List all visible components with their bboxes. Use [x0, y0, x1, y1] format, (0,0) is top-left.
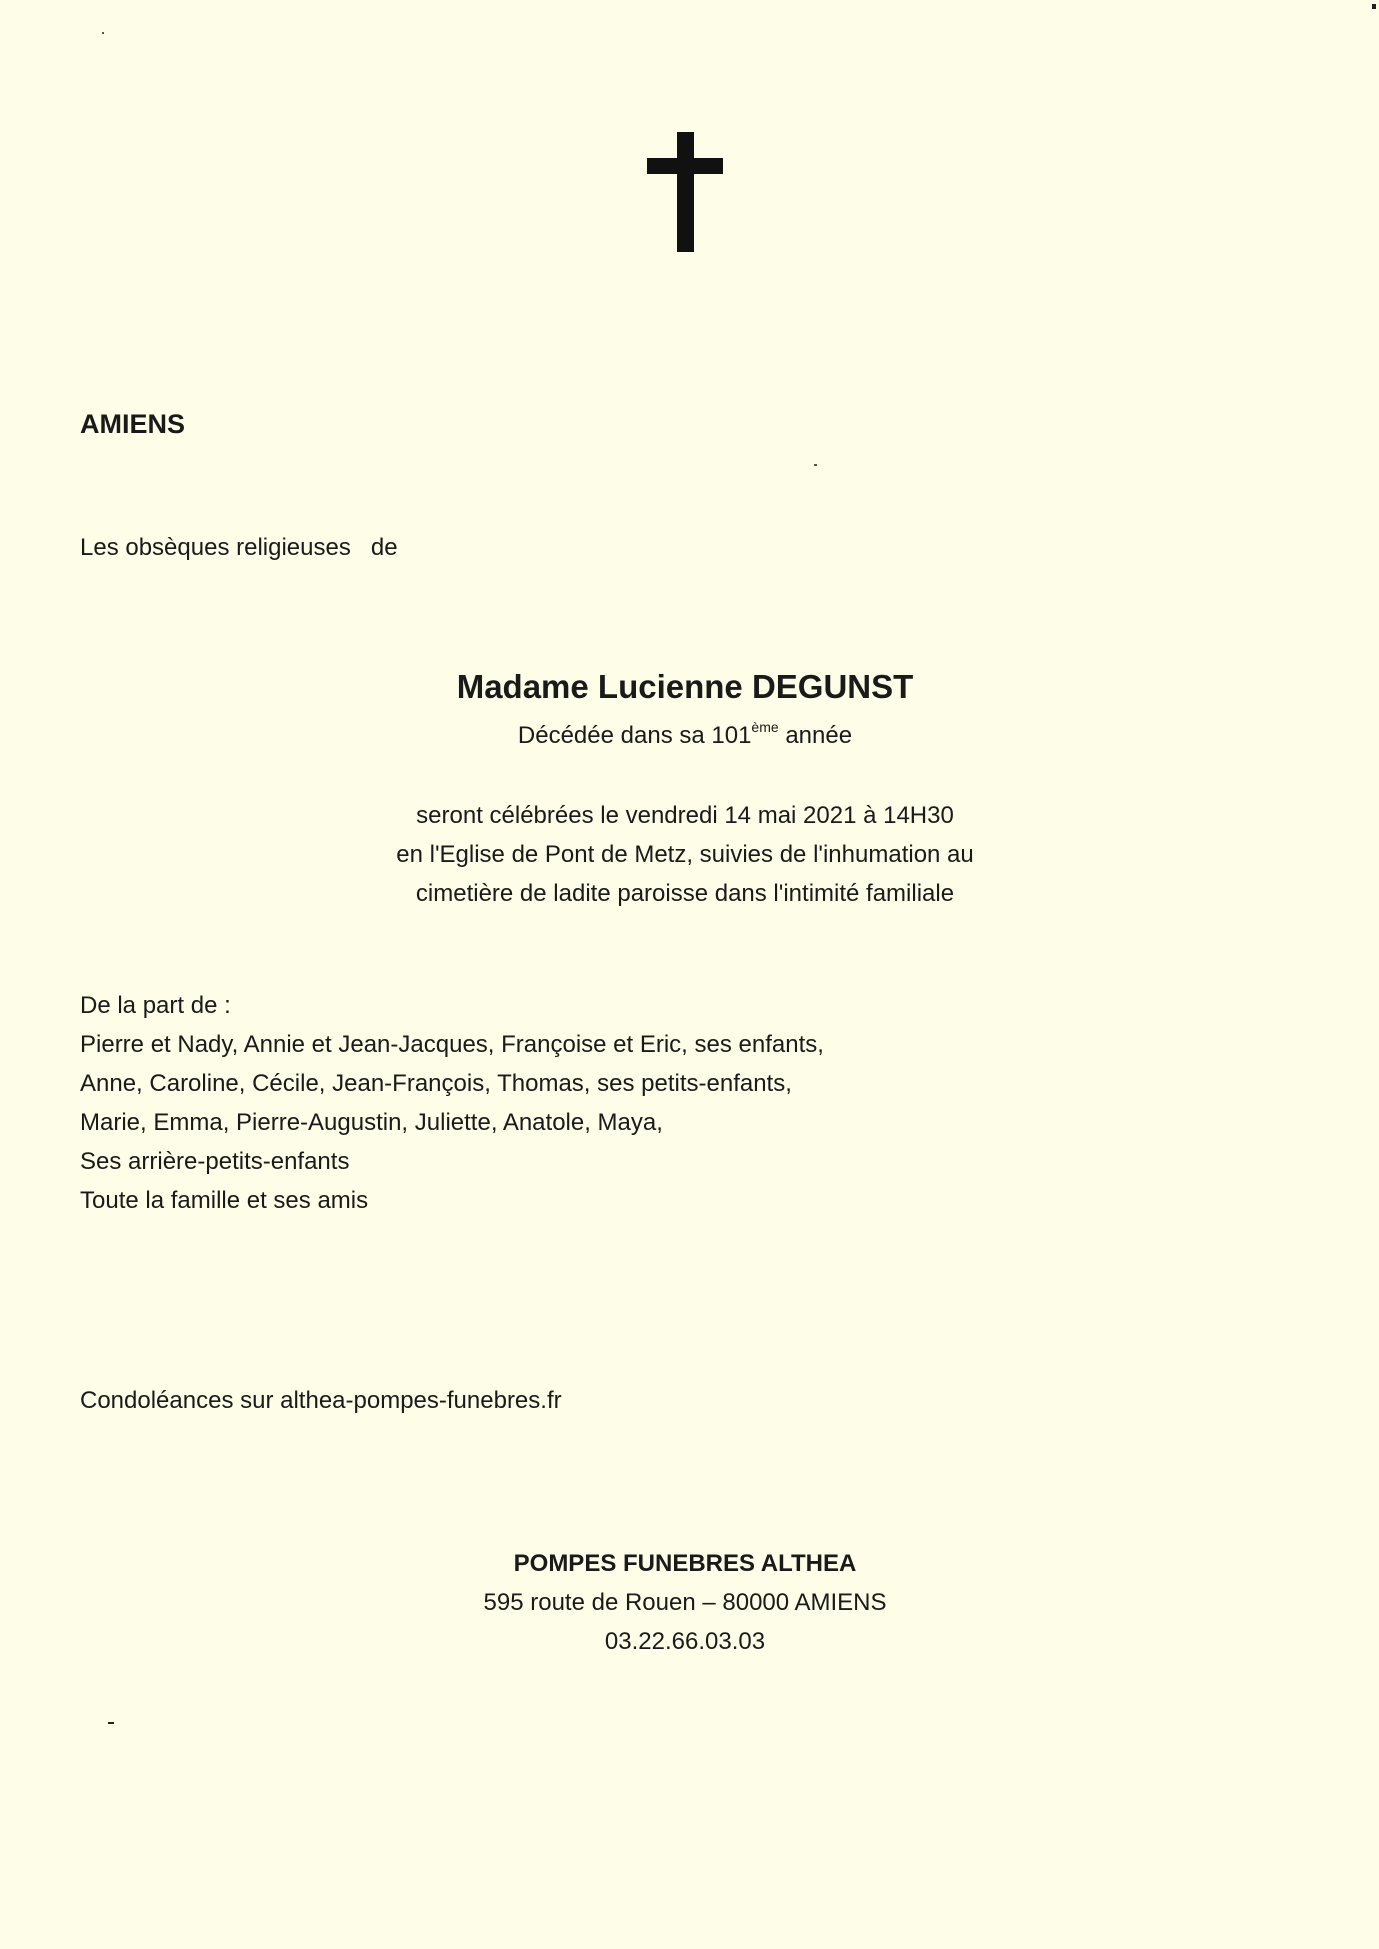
ceremony-details: [320, 796, 1050, 913]
age-ordinal: ème: [751, 719, 779, 735]
scan-speck: [108, 1722, 114, 1724]
age-line: [320, 716, 1050, 755]
funeral-home-name: POMPES FUNEBRES ALTHEA: [513, 1550, 857, 1577]
scan-speck: [102, 32, 104, 34]
scan-speck: [814, 464, 817, 466]
deceased-name: Madame Lucienne DEGUNST: [456, 668, 914, 705]
condolences-line: Condoléances sur althea-pompes-funebres.fr: [80, 1387, 562, 1414]
family-heading: De la part de :: [80, 992, 231, 1019]
age-prefix: Décédée dans sa 101: [517, 722, 752, 749]
funeral-home-block: [320, 1544, 1050, 1661]
scan-speck: [1372, 4, 1376, 9]
family-line: Ses arrière-petits-enfants: [80, 1148, 350, 1175]
family-line: Marie, Emma, Pierre-Augustin, Juliette, Anatole, Maya,: [80, 1109, 663, 1136]
funeral-home-phone: 03.22.66.03.03: [604, 1628, 766, 1655]
family-line: Anne, Caroline, Cécile, Jean-François, Thomas, ses petits-enfants,: [80, 1070, 792, 1097]
funeral-home-address: 595 route de Rouen – 80000 AMIENS: [483, 1589, 887, 1616]
age-suffix: année: [785, 722, 853, 749]
intro-line: [80, 528, 398, 567]
family-block: [80, 986, 824, 1220]
family-line: Toute la famille et ses amis: [80, 1187, 369, 1214]
intro-text: Les obsèques religieuses: [80, 534, 351, 561]
ceremony-line: cimetière de ladite paroisse dans l'intimité familiale: [415, 880, 955, 907]
city-heading: AMIENS: [80, 409, 186, 439]
family-line: Pierre et Nady, Annie et Jean-Jacques, Françoise et Eric, ses enfants,: [80, 1031, 824, 1058]
ceremony-line: en l'Eglise de Pont de Metz, suivies de l'inhumation au: [396, 841, 974, 868]
ceremony-line: seront célébrées le vendredi 14 mai 2021 à 14H30: [416, 802, 954, 829]
latin-cross-icon: [647, 132, 723, 252]
intro-de: de: [370, 534, 398, 561]
